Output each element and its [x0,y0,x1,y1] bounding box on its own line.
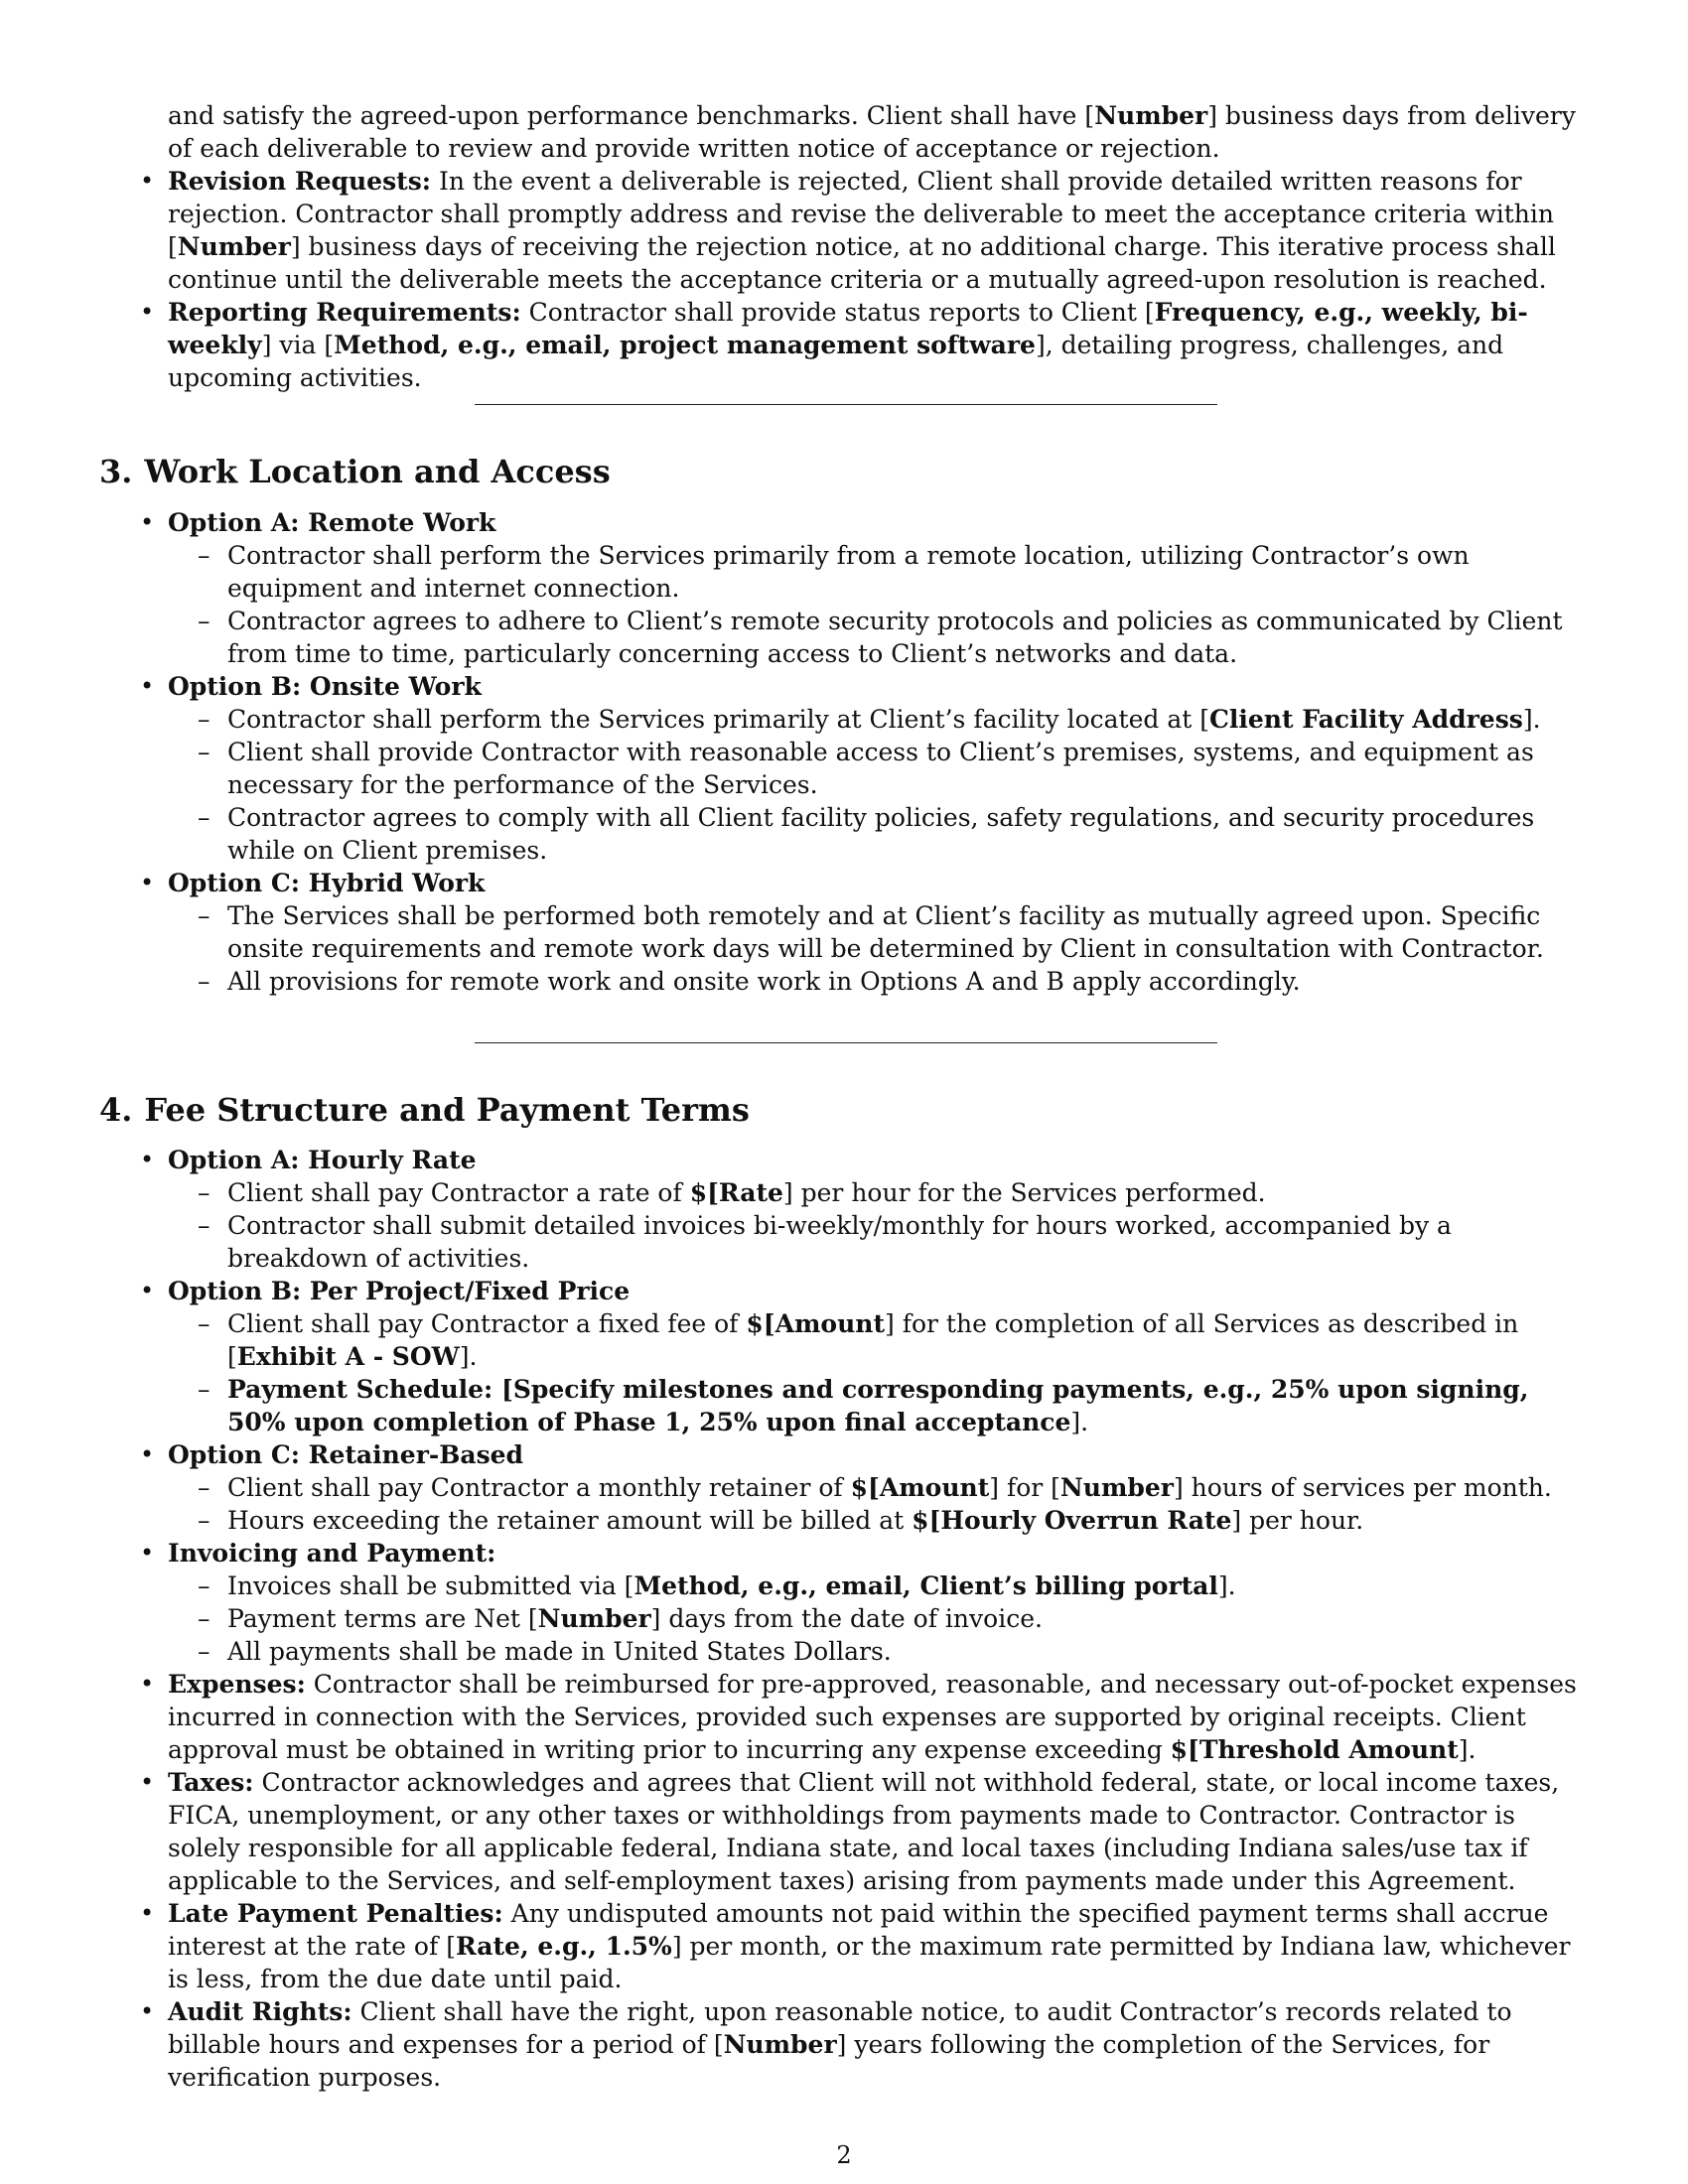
sublist-remote [168,539,1588,670]
sublist-item: – Contractor agrees to adhere to Client’s remote security protocols and policies as communicated by Client from time to time, particularly concerning access to Client’s networks and data. [227,605,1588,670]
section-heading-3: 3. Work Location and Access [99,453,611,490]
list-item-revision-requests: • Revision Requests: In the event a deliverable is rejected, Client shall provide detailed written reasons for rejection. Contractor shall promptly address and revise the deliverable to meet the acceptance criteria within [Number] business days of receiving the rejection notice, at no additional charge. This iterative process shall continue until the deliverable meets the acceptance criteria or a mutually agreed-upon resolution is reached. [168,165,1588,296]
sublist-item: – Client shall pay Contractor a rate of $[Rate] per hour for the Services performed. [227,1176,1588,1209]
sublist-item: – Client shall provide Contractor with reasonable access to Client’s premises, systems, and equipment as necessary for the performance of the Services. [227,736,1588,801]
list-item-option-c-retainer: • Option C: Retainer-Based – Client shall pay Contractor a monthly retainer of $[Amount] for [Number] hours of services per month. – Hours exceeding the retainer amount will be billed at $[Hourly Overrun Rate] per hour. [168,1438,1588,1537]
section-divider [475,1042,1217,1043]
section-heading-4: 4. Fee Structure and Payment Terms [99,1091,750,1129]
list-item-audit-rights: • Audit Rights: Client shall have the right, upon reasonable notice, to audit Contractor’s records related to billable hours and expenses for a period of [Number] years following the completion of the Services, for verification purposes. [168,1995,1588,2094]
list-item-option-b-onsite: • Option B: Onsite Work – Contractor shall perform the Services primarily at Client’s facility located at [Client Facility Address]. – Client shall provide Contractor with reasonable access to Client’s premises, systems, and equipment as necessary for the performance of the Services. – Contractor agrees to comply with all Client facility policies, safety regulations, and security procedures while on Client premises. [168,670,1588,867]
section-divider [475,404,1217,405]
sublist-item: – Client shall pay Contractor a fixed fee of $[Amount] for the completion of all Services as described in [Exhibit A - SOW]. [227,1307,1588,1373]
sublist-onsite [168,703,1588,867]
sublist-item: – Contractor shall perform the Services primarily from a remote location, utilizing Contractor’s own equipment and internet connection. [227,539,1588,605]
sublist-item: – The Services shall be performed both remotely and at Client’s facility as mutually agreed upon. Specific onsite requirements and remote work days will be determined by Client in consultation with Contractor. [227,899,1588,965]
sublist-invoicing [168,1570,1588,1668]
sublist-item: – Contractor shall perform the Services primarily at Client’s facility located at [Client Facility Address]. [227,703,1588,736]
sublist-item: – Payment terms are Net [Number] days from the date of invoice. [227,1602,1588,1635]
list-item-option-b-fixed: • Option B: Per Project/Fixed Price – Client shall pay Contractor a fixed fee of $[Amount] for the completion of all Services as described in [Exhibit A - SOW]. – Payment Schedule: [Specify milestones and corresponding payments, e.g., 25% upon signing, 50% upon completion of Phase 1, 25% upon final acceptance]. [168,1275,1588,1438]
continuation-text: and satisfy the agreed-upon performance benchmarks. Client shall have [Number] business days from delivery of each deliverable to review and provide written notice of acceptance or rejection. [168,101,1576,163]
sublist-item: – Payment Schedule: [Specify milestones and corresponding payments, e.g., 25% upon signing, 50% upon completion of Phase 1, 25% upon final acceptance]. [227,1373,1588,1438]
sublist-retainer [168,1471,1588,1537]
list-item-option-c-hybrid: • Option C: Hybrid Work – The Services shall be performed both remotely and at Client’s facility as mutually agreed upon. Specific onsite requirements and remote work days will be determined by Client in consultation with Contractor. – All provisions for remote work and onsite work in Options A and B apply accordingly. [168,867,1588,998]
sublist-item: – Hours exceeding the retainer amount will be billed at $[Hourly Overrun Rate] per hour. [227,1504,1588,1537]
sublist-item: – All payments shall be made in United States Dollars. [227,1635,1588,1668]
section3-list [168,506,1588,998]
list-item-option-a-hourly: • Option A: Hourly Rate – Client shall pay Contractor a rate of $[Rate] per hour for the Services performed. – Contractor shall submit detailed invoices bi-weekly/monthly for hours worked, accompanied by a breakdown of activities. [168,1144,1588,1275]
list-item-reporting-requirements: • Reporting Requirements: Contractor shall provide status reports to Client [Frequency, e.g., weekly, bi-weekly] via [Method, e.g., email, project management software], detailing progress, challenges, and upcoming activities. [168,296,1588,394]
sublist-item: – Contractor shall submit detailed invoices bi-weekly/monthly for hours worked, accompanied by a breakdown of activities. [227,1209,1588,1275]
section4-list [168,1144,1588,2094]
list-item-expenses: • Expenses: Contractor shall be reimbursed for pre-approved, reasonable, and necessary out-of-pocket expenses incurred in connection with the Services, provided such expenses are supported by original receipts. Client approval must be obtained in writing prior to incurring any expense exceeding $[Threshold Amount]. [168,1668,1588,1766]
list-item-late-payment: • Late Payment Penalties: Any undisputed amounts not paid within the specified payment terms shall accrue interest at the rate of [Rate, e.g., 1.5%] per month, or the maximum rate permitted by Indiana law, whichever is less, from the due date until paid. [168,1897,1588,1995]
sublist-item: – Client shall pay Contractor a monthly retainer of $[Amount] for [Number] hours of services per month. [227,1471,1588,1504]
section3-body [168,506,1588,998]
sublist-item: – Contractor agrees to comply with all Client facility policies, safety regulations, and security procedures while on Client premises. [227,801,1588,867]
list-item-option-a-remote: • Option A: Remote Work – Contractor shall perform the Services primarily from a remote location, utilizing Contractor’s own equipment and internet connection. – Contractor agrees to adhere to Client’s remote security protocols and policies as communicated by Client from time to time, particularly concerning access to Client’s networks and data. [168,506,1588,670]
sublist-item: – All provisions for remote work and onsite work in Options A and B apply accordingly. [227,965,1588,998]
sublist-item: – Invoices shall be submitted via [Method, e.g., email, Client’s billing portal]. [227,1570,1588,1602]
section2-list [168,165,1588,394]
section4-body [168,1144,1588,2094]
list-item-taxes: • Taxes: Contractor acknowledges and agrees that Client will not withhold federal, state, or local income taxes, FICA, unemployment, or any other taxes or withholdings from payments made to Contractor. Contractor is solely responsible for all applicable federal, Indiana state, and local taxes (including Indiana sales/use tax if applicable to the Services, and self-employment taxes) arising from payments made under this Agreement. [168,1766,1588,1897]
page-number: 2 [836,2141,852,2169]
sublist-hourly [168,1176,1588,1275]
sublist-hybrid [168,899,1588,998]
acceptance-continuation [168,99,1588,394]
sublist-fixed [168,1307,1588,1438]
list-item-invoicing: • Invoicing and Payment: – Invoices shall be submitted via [Method, e.g., email, Client’s billing portal]. – Payment terms are Net [Number] days from the date of invoice. – All payments shall be made in United States Dollars. [168,1537,1588,1668]
